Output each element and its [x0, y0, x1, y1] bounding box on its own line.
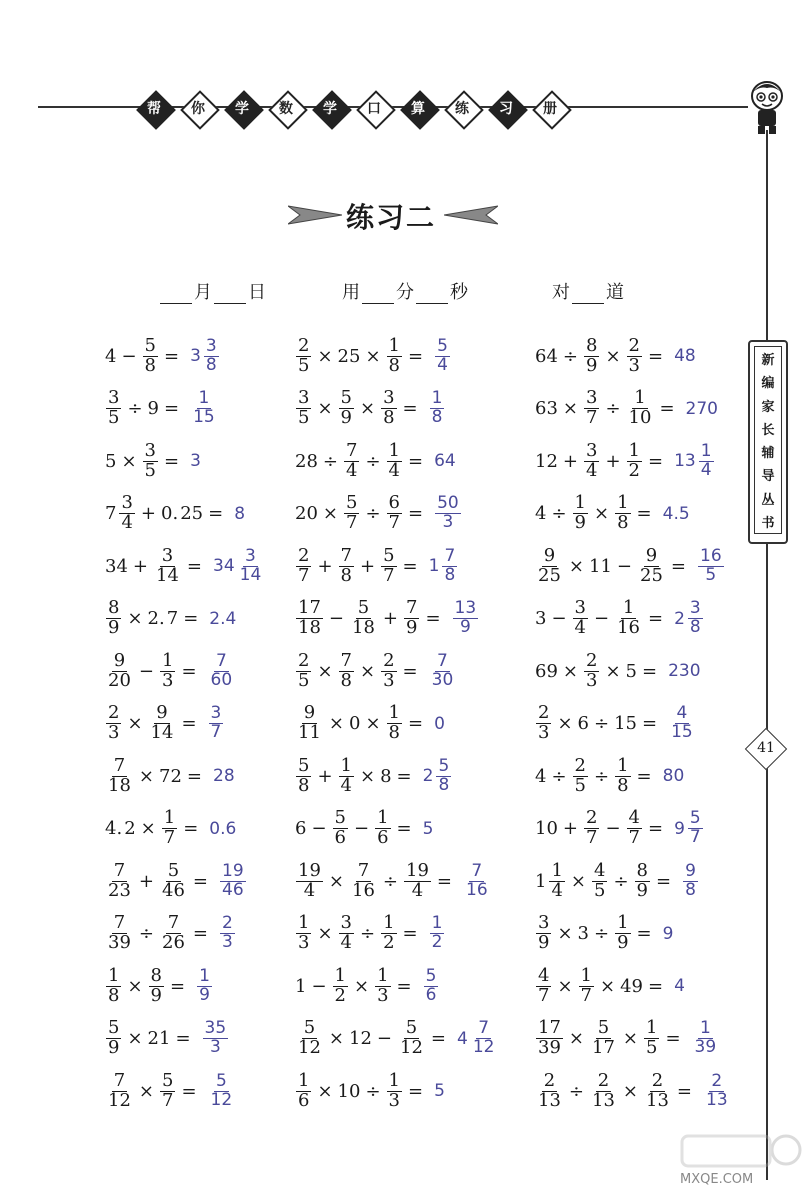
problem-expression: 3 − $\frac{3}{4}$ − $\frac{1}{16}$ = 2 3 8: [534, 593, 705, 645]
right-arrow-icon: [444, 204, 498, 226]
problem-expression: $\frac{19}{4}$ × $\frac{7}{16}$ ÷ $\frac{19}{4}$ = 7 16: [294, 855, 492, 907]
handwritten-answer[interactable]: 64: [434, 451, 456, 471]
exercise-title: 练习二: [346, 201, 437, 234]
handwritten-answer[interactable]: 35 3: [204, 1018, 227, 1057]
handwritten-answer[interactable]: 3 7: [210, 703, 222, 742]
problem-expression: $\frac{2}{5}$ × 25 × $\frac{1}{8}$ = 5 4: [294, 330, 452, 382]
handwritten-answer[interactable]: 28: [213, 766, 235, 786]
handwritten-answer[interactable]: 48: [674, 346, 696, 366]
problem-expression: 69 × $\frac{2}{3}$ × 5 = 230: [535, 649, 701, 691]
handwritten-answer[interactable]: 0: [434, 713, 445, 734]
problem-expression: 6 − $\frac{5}{6}$ − $\frac{1}{6}$ = 5: [295, 807, 434, 848]
banner-char: 帮: [135, 88, 173, 128]
side-tab-char: 丛: [761, 492, 775, 508]
problem-expression: 34 + $\frac{3}{14}$ = 34 3 14: [104, 540, 265, 592]
seconds-label: 秒: [450, 282, 468, 303]
mascot-icon: [748, 78, 786, 136]
problem-expression: 7 23 + $\frac{5}{46}$ = 19 46: [104, 855, 248, 907]
page-number-badge: [745, 728, 787, 770]
handwritten-answer[interactable]: 7 30: [431, 650, 454, 690]
problem-expression: 1 $\frac{1}{4}$ × $\frac{4}{5}$ ÷ $\frac{8}{9}$ = 9 8: [534, 855, 700, 907]
problem-expression: 9 20 − $\frac{1}{3}$ = 7 60: [104, 645, 236, 697]
problem-expression: 4 − $\frac{5}{8}$ = 3 3 8: [104, 330, 221, 382]
handwritten-answer[interactable]: 5: [422, 818, 434, 839]
problem-expression: $\frac{3}{5}$ × $\frac{5}{9}$ × $\frac{3}{8}$ = 1 8: [294, 383, 446, 435]
correct-blank[interactable]: [572, 285, 604, 304]
handwritten-answer[interactable]: 13 1 4: [674, 440, 712, 480]
handwritten-answer[interactable]: 1 8: [431, 388, 443, 427]
month-blank[interactable]: [160, 285, 192, 304]
handwritten-answer[interactable]: 1 7 8: [428, 545, 456, 585]
problem-expression: 7 3 4 + 0. 25 = 8: [105, 492, 246, 533]
handwritten-answer[interactable]: 2 3: [222, 913, 233, 952]
handwritten-answer[interactable]: 19 46: [222, 860, 244, 900]
banner-char: 练: [443, 88, 481, 128]
banner-char: 学: [223, 88, 261, 128]
handwritten-answer[interactable]: 2.4: [209, 608, 237, 629]
date-record: [158, 278, 266, 304]
banner-char: 学: [311, 88, 349, 128]
problem-expression: $\frac{2}{13}$ ÷ $\frac{2}{13}$ × $\frac{2}{13}$ = 2 13: [534, 1065, 732, 1117]
problem-expression: $\frac{9}{25}$ × 11 − $\frac{9}{25}$ = 16 5: [534, 540, 726, 592]
day-label: 日: [248, 282, 266, 303]
handwritten-answer[interactable]: 80: [662, 766, 685, 786]
problem-expression: $\frac{1}{3}$ × $\frac{3}{4}$ ÷ $\frac{1}{2}$ = 1 2: [294, 908, 446, 960]
handwritten-answer[interactable]: 2 5 8: [422, 755, 450, 795]
handwritten-answer[interactable]: 5 4: [437, 335, 448, 375]
handwritten-answer[interactable]: 16 5: [700, 545, 722, 585]
problem-expression: 4 ÷ $\frac{2}{5}$ ÷ $\frac{1}{8}$ = 80: [535, 754, 685, 796]
minutes-label: 分: [396, 282, 414, 303]
handwritten-answer[interactable]: 4.5: [662, 503, 690, 524]
handwritten-answer[interactable]: 4 15: [671, 703, 693, 742]
handwritten-answer[interactable]: 3 3 8: [190, 335, 217, 375]
problem-expression: $\frac{1}{8}$ × $\frac{8}{9}$ = 1 9: [104, 960, 214, 1012]
handwritten-answer[interactable]: 3: [190, 451, 201, 471]
problem-expression: 17 18 − $\frac{5}{18}$ + $\frac{7}{9}$ = 13 9: [294, 593, 480, 645]
handwritten-answer[interactable]: 1 2: [431, 913, 443, 952]
handwritten-answer[interactable]: 9 5 7: [674, 808, 701, 847]
problem-expression: 20 × $\frac{5}{7}$ ÷ $\frac{6}{7}$ = 50 3: [294, 488, 463, 540]
banner-char: 口: [355, 88, 393, 128]
page-number: 41: [757, 740, 775, 756]
series-banner: [135, 88, 575, 128]
problem-expression: 64 ÷ $\frac{8}{9}$ × $\frac{2}{3}$ = 48: [535, 334, 696, 376]
problem-expression: $\frac{3}{5}$ ÷ 9 = 1 15: [104, 383, 219, 435]
handwritten-answer[interactable]: 5 6: [425, 965, 437, 1005]
handwritten-answer[interactable]: 5 12: [210, 1070, 233, 1110]
problem-expression: 10 + $\frac{2}{7}$ − $\frac{4}{7}$ = 9 5 7: [534, 803, 705, 855]
side-tab-char: 导: [761, 469, 775, 485]
seconds-blank[interactable]: [416, 285, 448, 304]
banner-char: 习: [487, 88, 525, 128]
banner-char: 数: [267, 88, 305, 128]
side-rule: [766, 130, 768, 1180]
series-side-tab: [748, 340, 788, 544]
handwritten-answer[interactable]: 50 3: [437, 493, 459, 532]
problem-expression: $\frac{7}{18}$ × 72 = 28: [108, 754, 235, 796]
banner-char: 算: [399, 88, 437, 128]
handwritten-answer[interactable]: 4 7 12: [457, 1018, 495, 1057]
problem-expression: $\frac{5}{9}$ × 21 = 35 3: [104, 1013, 230, 1065]
problem-expression: $\frac{2}{3}$ × $\frac{9}{14}$ = 3 7: [104, 698, 225, 750]
problem-expression: $\frac{2}{5}$ × $\frac{7}{8}$ × $\frac{2}{3}$ = 7 30: [294, 645, 457, 697]
watermark-text: MXQE.COM: [680, 1172, 754, 1187]
problem-expression: 1 − $\frac{1}{2}$ × $\frac{1}{3}$ = 5 6: [294, 960, 440, 1012]
handwritten-answer[interactable]: 2 13: [706, 1070, 728, 1110]
problem-expression: $\frac{3}{9}$ × 3 ÷ $\frac{1}{9}$ = 9: [538, 912, 674, 953]
handwritten-answer[interactable]: 2 3 8: [674, 598, 701, 637]
use-label: 用: [342, 282, 360, 303]
problem-expression: 4 ÷ $\frac{1}{9}$ × $\frac{1}{8}$ = 4.5: [535, 492, 690, 533]
problem-expression: $\frac{2}{3}$ × 6 ÷ 15 = 4 15: [534, 698, 697, 750]
time-record: [342, 278, 468, 304]
exercise-title-group: [288, 196, 498, 236]
problem-expression: $\frac{1}{6}$ × 10 ÷ $\frac{1}{3}$ = 5: [298, 1069, 445, 1111]
handwritten-answer[interactable]: 1 15: [193, 388, 215, 427]
problem-expression: $\frac{17}{39}$ × $\frac{5}{17}$ × $\frac{1}{5}$ = 1 39: [534, 1013, 720, 1065]
correct-label: 对: [552, 282, 570, 303]
side-tab-char: 长: [761, 422, 775, 438]
side-tab-char: 家: [761, 399, 775, 415]
handwritten-answer[interactable]: 1 39: [694, 1018, 717, 1057]
day-blank[interactable]: [214, 285, 246, 304]
left-arrow-icon: [288, 204, 342, 226]
handwritten-answer[interactable]: 34 3 14: [213, 545, 262, 585]
problem-expression: 28 ÷ $\frac{7}{4}$ ÷ $\frac{1}{4}$ = 64: [295, 439, 456, 481]
handwritten-answer[interactable]: 7 16: [466, 860, 488, 900]
handwritten-answer[interactable]: 1 9: [199, 965, 210, 1005]
problem-expression: $\frac{9}{11}$ × 0 × $\frac{1}{8}$ = 0: [298, 702, 445, 743]
problem-expression: $\frac{7}{39}$ ÷ $\frac{7}{26}$ = 2 3: [104, 908, 237, 960]
side-tab-char: 编: [761, 376, 775, 392]
minutes-blank[interactable]: [362, 285, 394, 304]
problem-expression: 4. 2 × $\frac{1}{7}$ = 0.6: [105, 807, 237, 848]
problem-expression: $\frac{4}{7}$ × $\frac{1}{7}$ × 49 = 4: [538, 964, 685, 1006]
problem-expression: 5 8 + $\frac{1}{4}$ × 8 = 2 5 8: [294, 750, 453, 802]
handwritten-answer[interactable]: 9: [662, 923, 674, 944]
handwritten-answer[interactable]: 5: [434, 1081, 445, 1101]
problem-expression: $\frac{7}{12}$ × $\frac{5}{7}$ = 5 12: [104, 1065, 236, 1117]
problem-expression: $\frac{5}{12}$ × 12 − $\frac{5}{12}$ = 4 7 12: [294, 1013, 498, 1065]
problem-expression: 63 × $\frac{3}{7}$ ÷ $\frac{1}{10}$ = 270: [535, 387, 718, 428]
side-tab-char: 书: [761, 515, 775, 531]
banner-char: 你: [179, 88, 217, 128]
score-record: [552, 278, 624, 304]
side-tab-char: 辅: [761, 446, 775, 462]
problem-expression: 2 7 + $\frac{7}{8}$ + $\frac{5}{7}$ = 1 7 8: [294, 540, 459, 592]
handwritten-answer[interactable]: 0.6: [209, 818, 237, 839]
handwritten-answer[interactable]: 4: [674, 976, 685, 996]
handwritten-answer[interactable]: 9 8: [685, 860, 696, 900]
count-label: 道: [606, 282, 624, 303]
month-label: 月: [194, 282, 212, 303]
handwritten-answer[interactable]: 13 9: [454, 598, 477, 637]
handwritten-answer[interactable]: 8: [234, 503, 246, 524]
problem-expression: $\frac{8}{9}$ × 2. 7 = 2.4: [108, 597, 237, 638]
banner-char: 册: [531, 88, 569, 128]
handwritten-answer[interactable]: 7 60: [210, 650, 233, 690]
handwritten-answer[interactable]: 230: [668, 661, 701, 681]
problem-expression: 12 + $\frac{3}{4}$ + $\frac{1}{2}$ = 13 1 4: [534, 435, 716, 487]
problem-expression: 5 × $\frac{3}{5}$ = 3: [105, 439, 201, 481]
handwritten-answer[interactable]: 270: [685, 398, 718, 419]
side-tab-char: 新: [761, 353, 775, 369]
